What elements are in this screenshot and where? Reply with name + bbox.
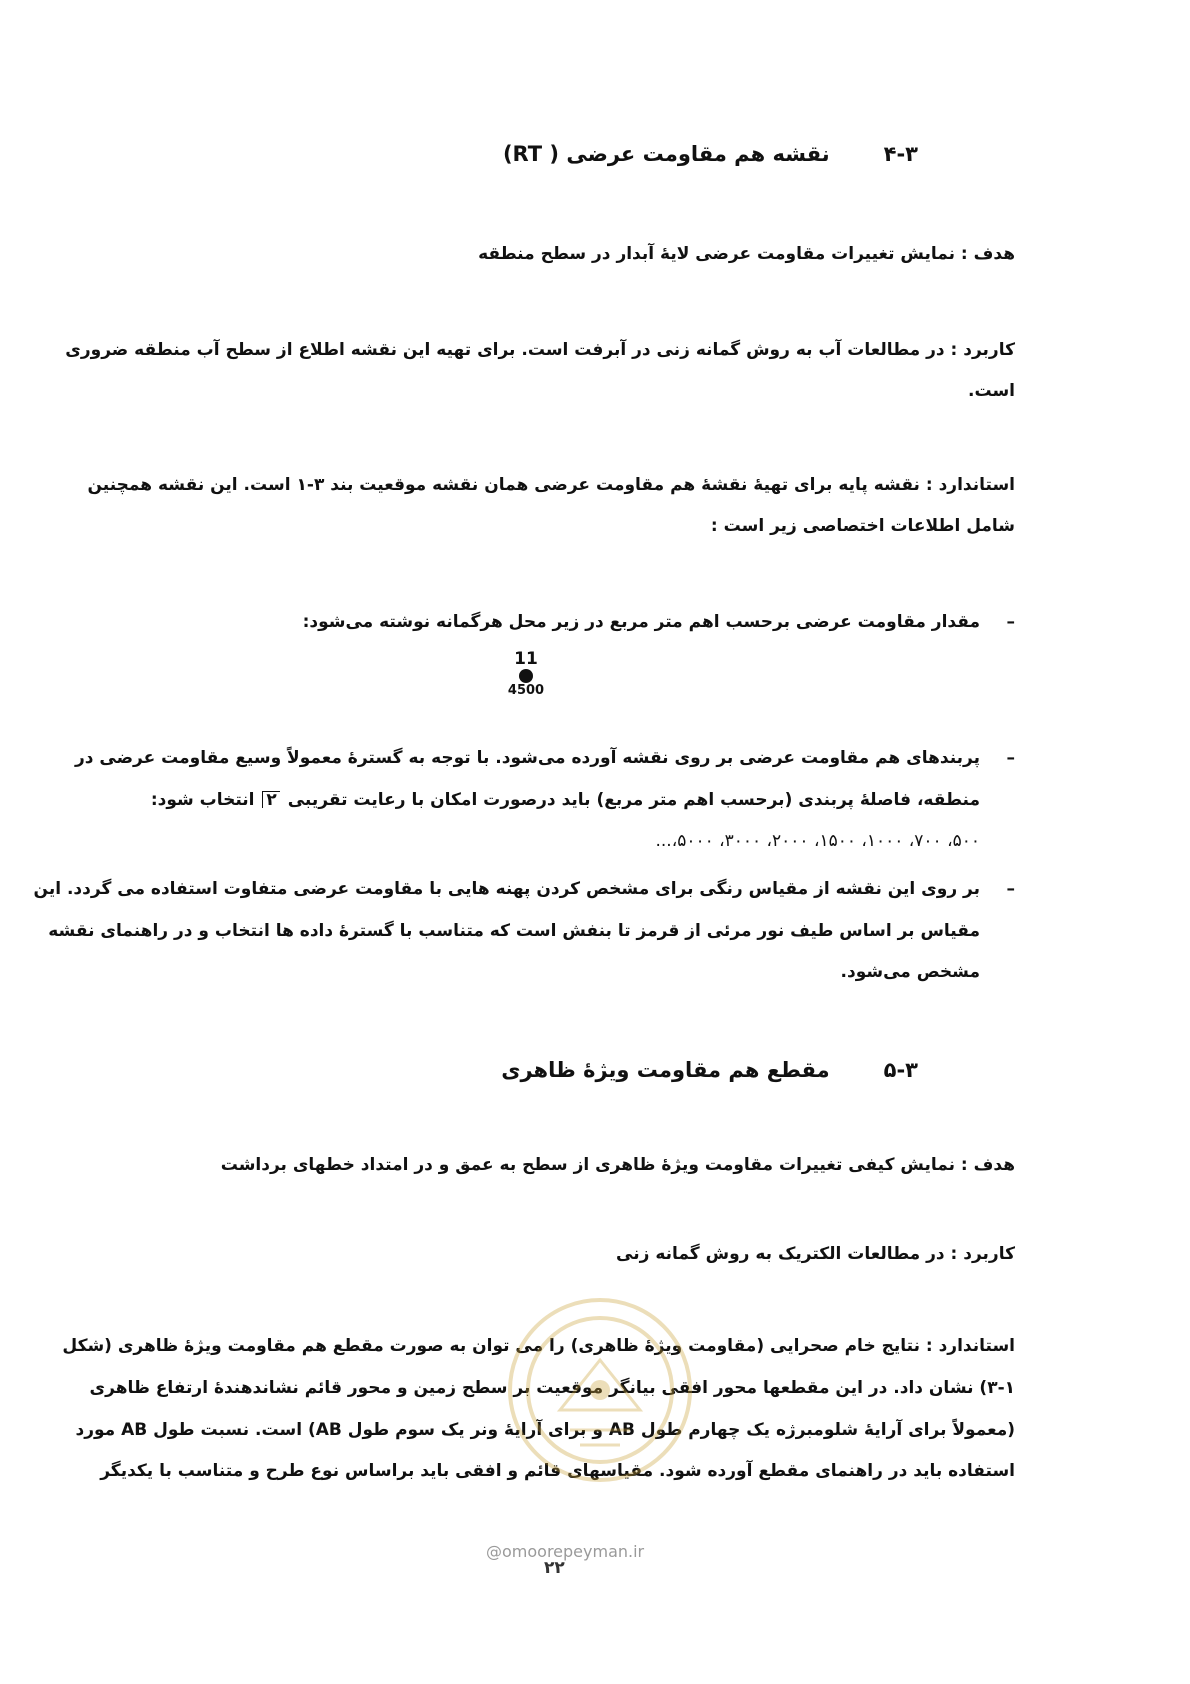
standard-paragraph-line-1: استاندارد : نقشه پایه برای تهیۀ نقشۀ هم مقاومت عرضی همان نقشه موقعیت بند ۳-۱ است. این نقشه همچنین [87,475,1015,495]
bullet-3-line-3: مشخص می‌شود. [840,962,980,982]
bullet-2-line-1: پربندهای هم مقاومت عرضی بر روی نقشه آورده می‌شود. با توجه به گسترۀ معمولاً وسیع مقاومت عرضی در [74,748,980,768]
bullet-dash: – [1006,612,1015,632]
standard-paragraph-line-4: استفاده باید در راهنمای مقطع آورده شود. مقیاسهای قائم و افقی باید براساس نوع طرح و متناسب با یکدیگر [100,1461,1015,1481]
usage-paragraph-line-1: کاربرد : در مطالعات آب به روش گمانه زنی در آبرفت است. برای تهیه این نقشه اطلاع از سطح آب منطقه ضروری [65,340,1015,360]
usage-paragraph: کاربرد : در مطالعات الکتریک به روش گمانه زنی [616,1244,1015,1264]
borehole-number: 11 [514,649,538,669]
standard-paragraph-line-1: استاندارد : نتایج خام صحرایی (مقاومت ویژۀ ظاهری) را می توان به صورت مقطع هم مقاومت ویژۀ ظاهری (شکل [62,1336,1015,1356]
bullet-2-line-3: ۵۰۰، ۷۰۰، ۱۰۰۰، ۱۵۰۰، ۲۰۰۰، ۳۰۰۰، ۵۰۰۰،... [655,831,980,851]
section-title: مقطع هم مقاومت ویژۀ ظاهری [501,1058,830,1082]
watermark-logo-icon [500,1290,700,1490]
standard-paragraph-line-2: ۳-۱) نشان داد. در این مقطعها محور افقی بیانگر موقعیت بر سطح زمین و محور قائم نشاندهندۀ ارتفاع ظاهری [89,1378,1015,1398]
bullet-dash: – [1006,879,1015,899]
section-number: ۴-۳ [883,142,918,166]
section-heading-5-3 [501,1058,918,1082]
borehole-dot-icon [519,669,533,683]
page-number: ۲۲ [544,1558,565,1578]
goal-paragraph: هدف : نمایش تغییرات مقاومت عرضی لایۀ آبدار در سطح منطقه [478,244,1015,264]
standard-paragraph-line-2: شامل اطلاعات اختصاصی زیر است : [710,516,1015,536]
section-number: ۵-۳ [883,1058,918,1082]
bullet-1-text: مقدار مقاومت عرضی برحسب اهم متر مربع در زیر محل هرگمانه نوشته می‌شود: [302,612,980,632]
usage-paragraph-line-2: است. [968,381,1015,401]
borehole-symbol-example [504,651,548,698]
bullet-dash: – [1006,748,1015,768]
bullet-3-line-1: بر روی این نقشه از مقیاس رنگی برای مشخص کردن پهنه هایی با مقاومت عرضی متفاوت استفاده می گردد. این [33,879,980,899]
standard-paragraph-line-3: (معمولاً برای آرایۀ شلومبرژه یک چهارم طول AB و برای آرایۀ ونر یک سوم طول AB) است. نسبت طول AB مورد [75,1420,1015,1440]
watermark-url: @omoorepeyman.ir [486,1542,645,1561]
goal-paragraph: هدف : نمایش کیفی تغییرات مقاومت ویژۀ ظاهری از سطح به عمق و در امتداد خطهای برداشت [220,1155,1015,1175]
resistance-value: 4500 [507,683,545,698]
bullet-3-line-2: مقیاس بر اساس طیف نور مرئی از قرمز تا بنفش است که متناسب با گسترۀ داده ها انتخاب و در راهنمای نقشه [48,921,980,941]
section-heading-4-3 [503,142,918,166]
bullet-2-line-2: منطقه، فاصلۀ پربندی (برحسب اهم متر مربع) باید درصورت امکان با رعایت تقریبی ۲ انتخاب شود: [150,790,980,810]
sqrt-symbol: ۲ [262,791,279,808]
section-title: نقشه هم مقاومت عرضی ( RT) [502,142,830,166]
